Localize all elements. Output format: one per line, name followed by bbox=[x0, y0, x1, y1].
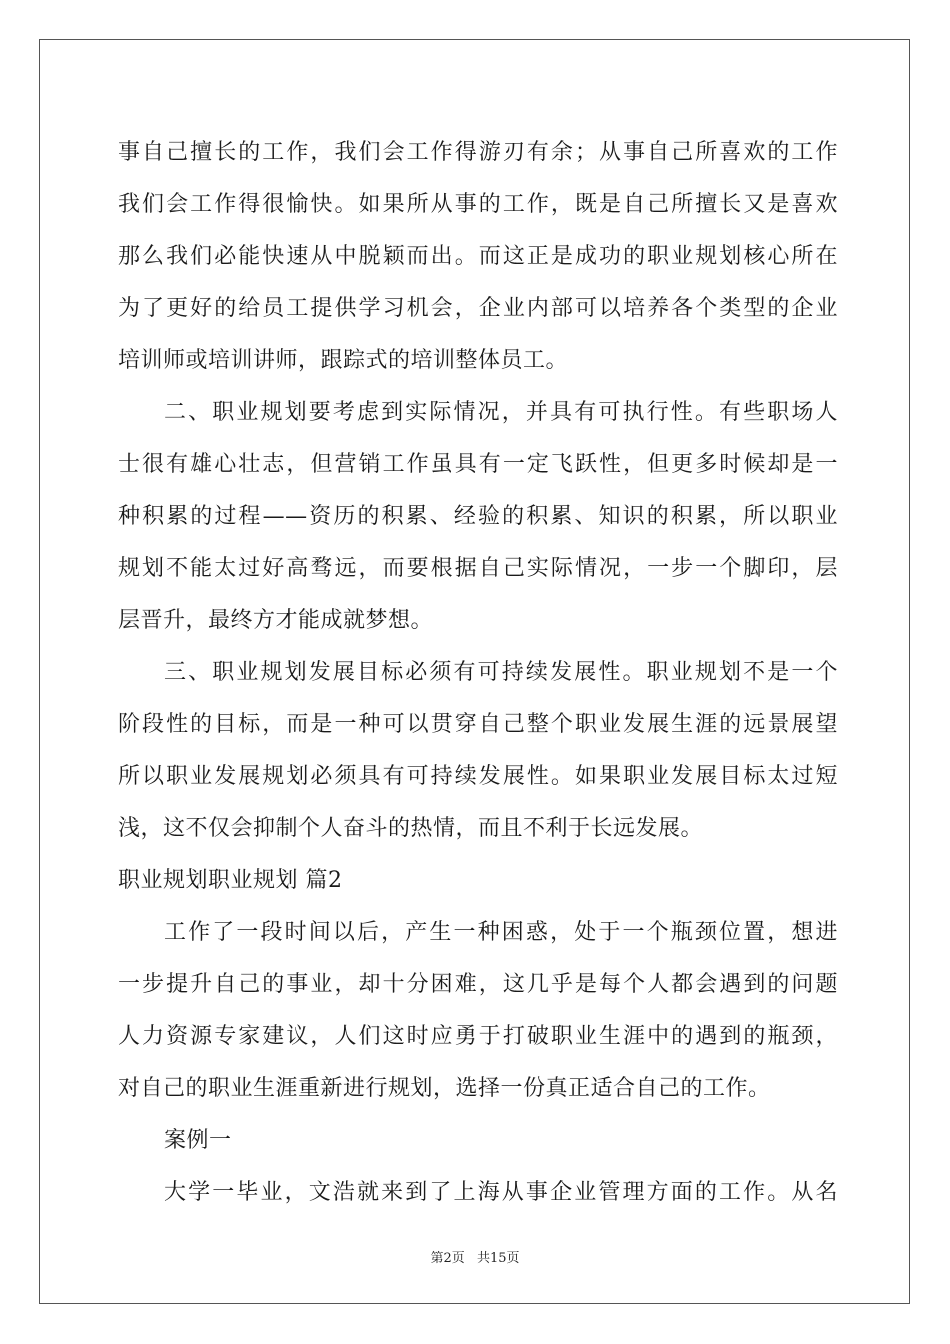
page-total: 共15页 bbox=[476, 1251, 520, 1266]
text-line: 所以职业发展规划必须具有可持续发展性。如果职业发展目标太过短 bbox=[118, 764, 838, 789]
text-line: 浅，这不仅会抑制个人奋斗的热情，而且不利于长远发展。 bbox=[118, 816, 704, 841]
text-line: 种积累的过程——资历的积累、经验的积累、知识的积累，所以职业 bbox=[118, 504, 838, 529]
page-footer bbox=[0, 1247, 950, 1266]
text-line: 事自己擅长的工作，我们会工作得游刃有余；从事自己所喜欢的工作 bbox=[118, 140, 838, 165]
text-line: 我们会工作得很愉快。如果所从事的工作，既是自己所擅长又是喜欢 bbox=[118, 192, 838, 217]
page-number: 第2页 bbox=[430, 1251, 465, 1266]
text-line: 大学一毕业，文浩就来到了上海从事企业管理方面的工作。从名 bbox=[164, 1180, 838, 1205]
text-line: 士很有雄心壮志，但营销工作虽具有一定飞跃性，但更多时候却是一 bbox=[118, 452, 838, 477]
text-line: 层晋升，最终方才能成就梦想。 bbox=[118, 608, 434, 633]
document-body bbox=[118, 127, 838, 1219]
text-line: 对自己的职业生涯重新进行规划，选择一份真正适合自己的工作。 bbox=[118, 1076, 771, 1101]
text-line: 三、职业规划发展目标必须有可持续发展性。职业规划不是一个 bbox=[164, 660, 838, 685]
case-heading: 案例一 bbox=[164, 1128, 232, 1153]
text-line: 一步提升自己的事业，却十分困难，这几乎是每个人都会遇到的问题 bbox=[118, 972, 838, 997]
text-line: 阶段性的目标，而是一种可以贯穿自己整个职业发展生涯的远景展望 bbox=[118, 712, 838, 737]
text-line: 二、职业规划要考虑到实际情况，并具有可执行性。有些职场人 bbox=[164, 400, 838, 425]
text-line: 为了更好的给员工提供学习机会，企业内部可以培养各个类型的企业 bbox=[118, 296, 838, 321]
text-line: 工作了一段时间以后，产生一种困惑，处于一个瓶颈位置，想进 bbox=[164, 920, 838, 945]
section-heading: 职业规划职业规划 篇2 bbox=[118, 868, 343, 893]
text-line: 培训师或培训讲师，跟踪式的培训整体员工。 bbox=[118, 348, 569, 373]
text-line: 规划不能太过好高骛远，而要根据自己实际情况，一步一个脚印，层 bbox=[118, 556, 838, 581]
text-line: 人力资源专家建议，人们这时应勇于打破职业生涯中的遇到的瓶颈， bbox=[118, 1024, 838, 1049]
text-line: 那么我们必能快速从中脱颖而出。而这正是成功的职业规划核心所在 bbox=[118, 244, 838, 269]
